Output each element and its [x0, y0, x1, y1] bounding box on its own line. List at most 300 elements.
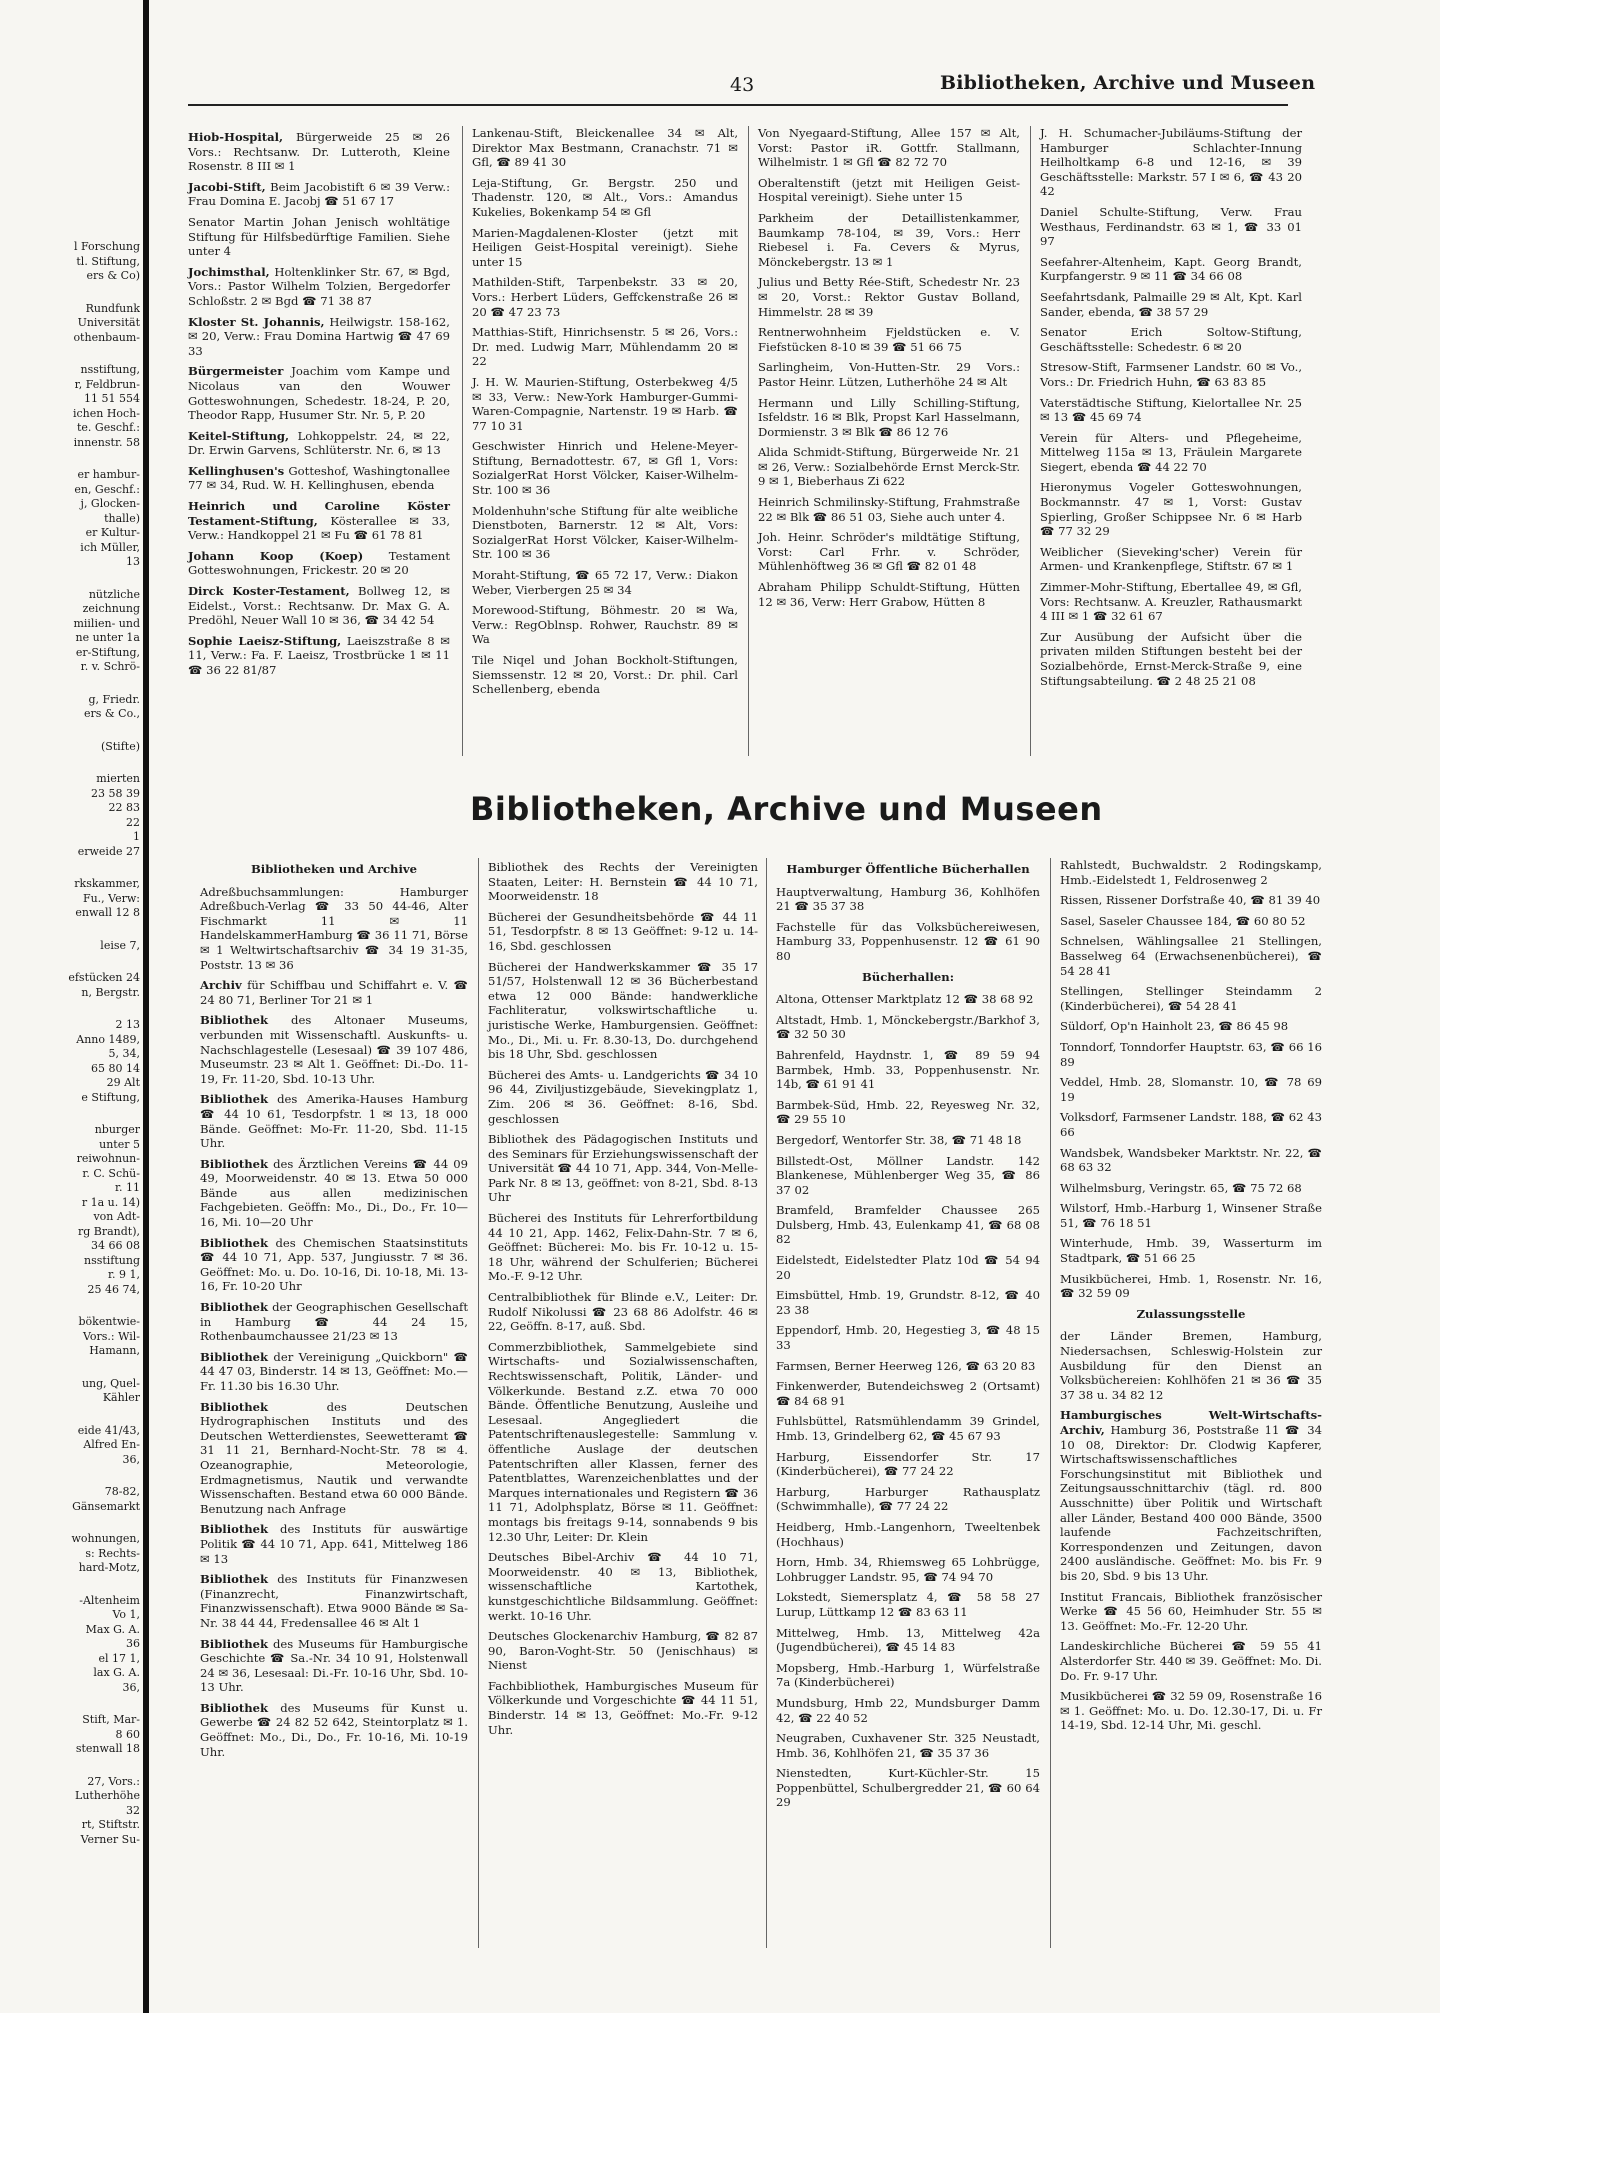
entry-text: J. H. W. Maurien-Stiftung, Osterbekweg 4/5 ✉ 33, Verw.: New-York Hamburger-Gummi-Waren-Compagnie, Nartenstr. 19 ✉ Harb. ☎ 77 10 31	[472, 374, 738, 433]
strip-line	[0, 450, 140, 468]
strip-line: leise 7,	[100, 938, 140, 952]
strip-line: n, Bergstr.	[81, 985, 140, 999]
entry-text: Bücherei der Gesundheitsbehörde ☎ 44 11 51, Tesdorpfstr. 8 ✉ 13 Geöffnet: 9-12 u. 14-16, Sbd. geschlossen	[488, 909, 758, 953]
entry-text: Neugraben, Cuxhavener Str. 325 Neustadt, Hmb. 36, Kohlhöfen 21, ☎ 35 37 36	[776, 1731, 1040, 1760]
directory-entry	[488, 1068, 758, 1126]
entry-text: Wilstorf, Hmb.-Harburg 1, Winsener Straße 51, ☎ 76 18 51	[1060, 1201, 1322, 1230]
entry-text: Heidberg, Hmb.-Langenhorn, Tweeltenbek (Hochhaus)	[776, 1519, 1040, 1549]
directory-entry	[1060, 1408, 1322, 1583]
entry-text: Stresow-Stift, Farmsener Landstr. 60 ✉ Vo., Vors.: Dr. Friedrich Huhn, ☎ 63 83 85	[1040, 360, 1302, 389]
directory-entry	[188, 265, 450, 309]
directory-entry	[758, 445, 1020, 489]
entry-text: Commerzbibliothek, Sammelgebiete sind Wirtschafts- und Sozialwissenschaften, Rechtswissenschaft, Politik, Länder- und Völkerkunde. Bestand z.Z. etwa 70 000 Bände. Öffentliche Benutzung, Ausleihe und Lesesaal. Angegliedert die Patentschriftenauslegestelle: Sammlung v. öffentliche Auslage der deutschen Patentschriften aller Klassen, ferner des Patentblattes, Warenzeichenblattes und der Marques internationales und Registern ☎ 36 11 71, Adolphsplatz, Börse ✉ 11. Geöffnet: montags bis freitags 9-14, sonnabends 9 bis 12.30 Uhr, Leiter: Dr. Klein	[488, 1339, 758, 1544]
strip-line: efstücken 24	[68, 971, 140, 984]
directory-entry	[758, 275, 1020, 319]
entry-text: des Altonaer Museums, verbunden mit Wissenschaftl. Auskunfts- u. Nachschlagestelle (Lesesaal) ☎ 39 107 486, Museumstr. 23 ✉ Alt 1. Geöffnet: Di.-Do. 11-19, Fr. 11-20, Sbd. 10-13 Uhr.	[200, 1013, 469, 1086]
entry-text: Parkheim der Detaillistenkammer, Baumkamp 78-104, ✉ 39, Vors.: Herr Riebesel i. Fa. Cevers & Myrus, Mönckebergstr. 13 ✉ 1	[758, 210, 1020, 269]
directory-entry	[776, 1154, 1040, 1198]
entry-name: Bibliothek	[200, 1522, 269, 1537]
strip-line: 22 83	[108, 801, 140, 814]
entry-text: Julius und Betty Rée-Stift, Schedestr Nr. 23 ✉ 20, Vorst.: Rektor Gustav Bolland, Himmelstr. 28 ✉ 39	[758, 275, 1020, 319]
entry-name: Bibliothek	[200, 1156, 269, 1171]
entry-name: Bibliothek	[200, 1092, 269, 1107]
directory-entry	[776, 1485, 1040, 1514]
directory-entry	[776, 1555, 1040, 1584]
strip-line	[0, 1406, 140, 1424]
directory-entry	[758, 325, 1020, 354]
directory-entry	[776, 992, 1040, 1007]
entry-name: Bibliothek	[200, 1235, 269, 1250]
directory-entry	[200, 1300, 468, 1344]
strip-line	[0, 953, 140, 971]
directory-entry	[776, 885, 1040, 914]
entry-name: Bibliothek	[200, 1399, 269, 1414]
strip-line: wohnungen,	[71, 1532, 140, 1545]
entry-name: Dirck Koster-Testament,	[188, 584, 350, 599]
entry-text: der Geographischen Gesellschaft in Hamburg ☎ 44 24 15, Rothenbaumchaussee 21/23 ✉ 13	[200, 1300, 468, 1344]
strip-line	[0, 722, 140, 740]
directory-entry	[188, 499, 450, 543]
entry-text: Barmbek-Süd, Hmb. 22, Reyesweg Nr. 32, ☎ 29 55 10	[776, 1097, 1040, 1127]
entry-text: Fuhlsbüttel, Ratsmühlendamm 39 Grindel, Hmb. 13, Grindelberg 62, ☎ 45 67 93	[776, 1414, 1040, 1443]
strip-line	[0, 1359, 140, 1377]
entry-text: Deutsches Bibel-Archiv ☎ 44 10 71, Moorweidenstr. 40 ✉ 13, Bibliothek, wissenschaftliche Kartothek, kunstgeschichtliche Bildsammlung. Geöffnet: werkt. 10-16 Uhr.	[488, 1550, 758, 1623]
directory-entry	[200, 1350, 468, 1394]
directory-entry	[1060, 1146, 1322, 1175]
strip-line: bökentwie-	[78, 1315, 140, 1328]
directory-entry	[1040, 630, 1302, 688]
entry-text: Harburg, Eissendorfer Str. 17 (Kinderbücherei), ☎ 77 24 22	[776, 1449, 1040, 1479]
directory-entry	[1040, 545, 1302, 574]
strip-line: hard-Motz,	[78, 1561, 140, 1574]
directory-entry	[776, 920, 1040, 964]
entry-text: Eppendorf, Hmb. 20, Hegestieg 3, ☎ 48 15 33	[776, 1323, 1040, 1353]
entry-text: Süldorf, Op'n Hainholt 23, ☎ 86 45 98	[1060, 1019, 1289, 1034]
entry-text: Holtenklinker Str. 67, ✉ Bgd, Vors.: Pastor Wilhelm Tolzien, Bergedorfer Schloßstr. 2 ✉ Bgd ☎ 71 38 87	[188, 264, 451, 308]
strip-line: e Stiftung,	[81, 1090, 140, 1104]
column-divider	[766, 858, 767, 1948]
strip-line: 1	[133, 830, 140, 843]
entry-text: Matthias-Stift, Hinrichsenstr. 5 ✉ 26, Vors.: Dr. med. Ludwig Marr, Mühlendamm 20 ✉ 22	[472, 325, 738, 369]
entry-name: Hamburgisches Welt-Wirtschafts-Archiv,	[1060, 1408, 1322, 1437]
strip-line: ers & Co)	[86, 269, 140, 282]
entry-text: Musikbücherei, Hmb. 1, Rosenstr. Nr. 16, ☎ 32 59 09	[1060, 1271, 1322, 1301]
page-number: 43	[730, 74, 755, 96]
directory-entry	[200, 1400, 468, 1517]
entry-text: Geschwister Hinrich und Helene-Meyer-Stiftung, Bernadottestr. 67, ✉ Gfl 1, Vors: SozialgerRat Horst Völcker, Kaiser-Wilhelm-Str. 100 ✉ 36	[472, 439, 738, 498]
strip-line: unter 5	[99, 1137, 140, 1151]
entry-name: Bibliothek	[200, 1300, 269, 1315]
strip-line: Gänsemarkt	[72, 1499, 140, 1513]
entry-text: Joh. Heinr. Schröder's mildtätige Stiftung, Vorst: Carl Frhr. v. Schröder, Mühlenhöftweg 36 ✉ Gfl ☎ 82 01 48	[758, 530, 1020, 574]
bottom-column-4	[1060, 858, 1322, 1739]
directory-entry	[1060, 1329, 1322, 1402]
entry-text: Marien-Magdalenen-Kloster (jetzt mit Heiligen Geist-Hospital vereinigt). Siehe unter 15	[472, 225, 738, 269]
strip-line: Kähler	[102, 1391, 140, 1404]
page-43	[150, 0, 1440, 2013]
directory-entry	[758, 176, 1020, 205]
strip-line: thalle)	[104, 511, 140, 525]
directory-entry	[1060, 1272, 1322, 1301]
entry-text: Von Nyegaard-Stiftung, Allee 157 ✉ Alt, Vorst: Pastor iR. Gottfr. Stallmann, Wilhelmistr. 1 ✉ Gfl ☎ 82 72 70	[758, 126, 1020, 170]
entry-text: Heinrich Schmilinsky-Stiftung, Frahmstraße 22 ✉ Blk ☎ 86 51 03, Siehe auch unter 4.	[758, 495, 1020, 524]
column-subheading: Bibliotheken und Archive	[251, 862, 417, 876]
directory-entry	[1060, 1110, 1322, 1139]
directory-entry	[188, 549, 450, 578]
strip-line: 78-82,	[104, 1485, 140, 1498]
directory-entry	[472, 325, 738, 369]
strip-line: te. Geschf.:	[77, 421, 140, 434]
entry-text: Bücherei des Amts- u. Landgerichts ☎ 34 10 96 44, Ziviljustizgebäude, Sievekingplatz 1, Zim. 206 ✉ 36. Geöffnet: 8-16, Sbd. geschlossen	[488, 1067, 758, 1126]
directory-entry	[188, 464, 450, 493]
directory-entry	[1060, 1040, 1322, 1069]
entry-text: Kösterallee ✉ 33, Verw.: Handkoppel 21 ✉ Fu ☎ 61 78 81	[188, 513, 451, 543]
strip-line: rg Brandt),	[77, 1224, 140, 1238]
entry-text: des Museums für Hamburgische Geschichte ☎ Sa.-Nr. 34 10 91, Holstenwall 24 ✉ 36, Lesesaal: Di.-Fr. 10-16 Uhr, Sbd. 10-13 Uhr.	[200, 1636, 469, 1695]
directory-entry	[188, 364, 450, 422]
directory-entry	[200, 1013, 468, 1086]
previous-page-text	[0, 240, 140, 1847]
entry-text: Stellingen, Stellinger Steindamm 2 (Kinderbücherei), ☎ 54 28 41	[1060, 984, 1322, 1013]
strip-line	[0, 1576, 140, 1594]
strip-line: 36	[126, 1637, 140, 1650]
directory-entry	[472, 653, 738, 697]
directory-entry	[758, 360, 1020, 389]
directory-entry	[776, 1450, 1040, 1479]
strip-line: Rundfunk	[85, 301, 140, 315]
directory-entry	[472, 176, 738, 220]
entry-text: Heilwigstr. 158-162, ✉ 20, Verw.: Frau Domina Hartwig ☎ 47 69 33	[188, 314, 450, 358]
strip-line: Alfred En-	[83, 1438, 140, 1451]
bottom-column-3	[776, 858, 1040, 1816]
directory-entry	[776, 1288, 1040, 1317]
directory-entry	[488, 1550, 758, 1623]
directory-entry	[1040, 396, 1302, 425]
entry-text: Veddel, Hmb. 28, Slomanstr. 10, ☎ 78 69 19	[1060, 1075, 1322, 1104]
directory-entry	[188, 130, 450, 174]
strip-line	[0, 1695, 140, 1713]
entry-text: des Deutschen Hydrographischen Instituts und des Deutschen Wetterdienstes, Seewetteramt ☎ 31 11 21, Bernhard-Nocht-Str. 78 ✉ 4. Ozeanographie, Meteorologie, Erdmagnetismus, Nautik und verwandte Wissenschaften. Bestand etwa 60 000 Bände. Benutzung nach Anfrage	[200, 1399, 468, 1516]
directory-entry	[1060, 1019, 1322, 1034]
entry-text: Altona, Ottenser Marktplatz 12 ☎ 38 68 92	[776, 992, 1034, 1007]
entry-text: Bücherei der Handwerkskammer ☎ 35 17 51/57, Holstenwall 12 ✉ 36 Bücherbestand etwa 12 000 Bände: handwerkliche Fachliteratur, volkswirtschaftliche u. juristische Werke, Hamburgensien. Geöffnet: Mo., Di., Mi. u. Fr. 8.30-13, Do. durchgehend bis 18 Uhr, Sbd. geschlossen	[488, 959, 758, 1062]
entry-text: Bibliothek des Pädagogischen Instituts und des Seminars für Erziehungswissenschaft der Universität ☎ 44 10 71, App. 344, Von-Melle-Park Nr. 8 ✉ 13, geöffnet: von 8-21, Sbd. 8-13 Uhr	[488, 1132, 758, 1205]
strip-line: nützliche	[88, 587, 140, 601]
directory-entry	[472, 603, 738, 647]
entry-text: des Museums für Kunst u. Gewerbe ☎ 24 82 52 642, Steintorplatz ✉ 1. Geöffnet: Mo., Di., Do., Fr. 10-16, Mi. 10-19 Uhr.	[200, 1700, 468, 1759]
directory-entry	[776, 1098, 1040, 1127]
entry-text: Hermann und Lilly Schilling-Stiftung, Isfeldstr. 16 ✉ Blk, Propst Karl Hasselmann, Dormienstr. 3 ✉ Blk ☎ 86 12 76	[758, 395, 1020, 439]
strip-line: r 1a u. 14)	[81, 1195, 140, 1209]
strip-line: reiwohnun-	[76, 1152, 140, 1165]
directory-entry	[758, 495, 1020, 524]
top-column-4	[1040, 126, 1302, 694]
entry-text: Sasel, Saseler Chaussee 184, ☎ 60 80 52	[1060, 913, 1306, 928]
strip-line: miilien- und	[73, 616, 140, 630]
directory-entry	[188, 215, 450, 259]
strip-line: r. v. Schrö-	[80, 660, 140, 673]
strip-line	[0, 284, 140, 302]
previous-page-strip	[0, 0, 140, 2013]
directory-entry	[1060, 934, 1322, 978]
entry-text: Bahrenfeld, Haydnstr. 1, ☎ 89 59 94 Barmbek, Hmb. 33, Poppenhusenstr. Nr. 14b, ☎ 61 91 41	[776, 1047, 1040, 1092]
subheading: Bücherhallen:	[861, 969, 955, 984]
entry-text: Bergedorf, Wentorfer Str. 38, ☎ 71 48 18	[776, 1132, 1022, 1147]
strip-line: rt, Stiftstr.	[81, 1818, 140, 1831]
strip-line: Max G. A.	[85, 1622, 140, 1636]
strip-line: g, Friedr.	[88, 692, 140, 706]
entry-text: Seefahrtsdank, Palmaille 29 ✉ Alt, Kpt. Karl Sander, ebenda, ☎ 38 57 29	[1040, 289, 1302, 319]
directory-entry	[1060, 1236, 1322, 1265]
strip-line: ichen Hoch-	[72, 406, 140, 420]
top-column-2	[472, 126, 738, 703]
entry-text: Senator Erich Soltow-Stiftung, Geschäftsstelle: Schedestr. 6 ✉ 20	[1040, 325, 1302, 354]
entry-text: Tonndorf, Tonndorfer Hauptstr. 63, ☎ 66 16 89	[1060, 1039, 1322, 1069]
directory-entry	[188, 180, 450, 209]
entry-text: Landeskirchliche Bücherei ☎ 59 55 41 Alsterdorfer Str. 440 ✉ 39. Geöffnet: Mo. Di. Do. Fr. 9-17 Uhr.	[1060, 1639, 1322, 1683]
strip-line: en, Geschf.:	[74, 482, 140, 496]
entry-text: Musikbücherei ☎ 32 59 09, Rosenstraße 16 ✉ 1. Geöffnet: Mo. u. Do. 12.30-17, Di. u. Fr 14-19, Sbd. 12-14 Uhr, Mi. geschl.	[1060, 1689, 1322, 1733]
directory-entry	[1040, 431, 1302, 475]
directory-entry	[488, 860, 758, 904]
strip-line: -Altenheim	[79, 1593, 140, 1607]
strip-line	[0, 345, 140, 363]
top-column-1	[188, 130, 450, 684]
directory-entry	[776, 1133, 1040, 1148]
entry-text: Centralbibliothek für Blinde e.V., Leiter: Dr. Rudolf Nikolussi ☎ 23 68 86 Adolfstr. 46 ✉ 22, Geöffn. 8-17, auß. Sbd.	[488, 1290, 758, 1334]
entry-text: Eidelstedt, Eidelstedter Platz 10d ☎ 54 94 20	[776, 1253, 1040, 1282]
entry-text: Nienstedten, Kurt-Küchler-Str. 15 Poppenbüttel, Schulbergredder 21, ☎ 60 64 29	[776, 1766, 1040, 1810]
directory-entry	[1060, 1075, 1322, 1104]
strip-line: 23 58 39	[91, 786, 140, 800]
strip-line	[0, 1467, 140, 1485]
directory-entry	[188, 634, 450, 678]
directory-entry	[776, 1766, 1040, 1810]
directory-entry	[1040, 255, 1302, 284]
entry-text: Volksdorf, Farmsener Landstr. 188, ☎ 62 43 66	[1060, 1110, 1322, 1139]
directory-entry	[758, 580, 1020, 609]
entry-name: Bibliothek	[200, 1700, 269, 1715]
entry-text: Horn, Hmb. 34, Rhiemsweg 65 Lohbrügge, Lohbrugger Landstr. 95, ☎ 74 94 70	[776, 1555, 1040, 1584]
entry-text: des Instituts für Finanzwesen (Finanzrecht, Finanzwirtschaft, Finanzwissenschaft). Etwa 9000 Bände ✉ Sa-Nr. 38 44 44, Fredensallee 46 ✉ Alt 1	[200, 1572, 468, 1630]
entry-text: Zimmer-Mohr-Stiftung, Ebertallee 49, ✉ Gfl, Vors: Rechtsanw. A. Kreuzler, Rathausmarkt 4 III ✉ 1 ☎ 32 61 67	[1040, 580, 1302, 624]
strip-line	[0, 1757, 140, 1775]
subheading: Zulassungsstelle	[1136, 1306, 1246, 1321]
strip-line: r. 9 1,	[107, 1268, 140, 1281]
entry-name: Bibliothek	[200, 1636, 269, 1651]
entry-name: Bibliothek	[200, 1572, 269, 1587]
strip-line: Verner Su-	[80, 1832, 140, 1846]
strip-line: er Kultur-	[85, 526, 140, 539]
strip-line: r. 11	[114, 1181, 140, 1194]
entry-text: Testament Gotteswohnungen, Frickestr. 20 ✉ 20	[188, 548, 450, 578]
strip-line: nburger	[94, 1123, 140, 1136]
entry-text: Tile Niqel und Johan Bockholt-Stiftungen, Siemssenstr. 12 ✉ 20, Vorst.: Dr. phil. Carl Schellenberg, ebenda	[472, 653, 738, 697]
strip-line: Vo 1,	[112, 1608, 140, 1621]
entry-text: des Chemischen Staatsinstituts ☎ 44 10 71, App. 537, Jungiusstr. 7 ✉ 36. Geöffnet: Mo. u. Do. 10-16, Di. 10-18, Mi. 13-16, Fr. 10-20 Uhr	[200, 1235, 468, 1294]
strip-line: 29 Alt	[106, 1076, 140, 1089]
strip-line: Fu., Verw:	[82, 891, 140, 905]
directory-entry	[776, 1696, 1040, 1725]
strip-line: othenbaum-	[73, 330, 140, 344]
entry-text: Hamburg 36, Poststraße 11 ☎ 34 10 08, Direktor: Dr. Clodwig Kapferer, Wirtschaftswissenschaftliches Forschungsinstitut mit Bibliothek und Zeitungsausschnittarchiv (tägl. rd. 800 Ausschnitte) über Politik und Wirtschaft aller Länder, Bestand 400 000 Bände, 3500 laufende Fachzeitschriften, Korrespondenzen und Zeitungen, davon 2400 ausländische. Geöffnet: Mo. bis Fr. 9 bis 20, Sbd. 9 bis 13 Uhr.	[1060, 1423, 1322, 1583]
directory-entry	[488, 960, 758, 1062]
entry-text: Eimsbüttel, Hmb. 19, Grundstr. 8-12, ☎ 40 23 38	[776, 1288, 1040, 1317]
strip-line: s: Rechts-	[85, 1546, 140, 1560]
strip-line: r. C. Schü-	[82, 1166, 140, 1180]
strip-line: ne unter 1a	[75, 631, 140, 644]
entry-text: Gotteshof, Washingtonallee 77 ✉ 34, Rud. W. H. Kellinghusen, ebenda	[188, 463, 450, 493]
strip-line: nsstiftung	[83, 1253, 140, 1267]
column-divider	[748, 126, 749, 756]
entry-name: Kellinghusen's	[188, 463, 285, 478]
header-rule	[188, 104, 1288, 106]
strip-line: stenwall 18	[75, 1742, 140, 1755]
directory-entry	[188, 429, 450, 458]
entry-text: Mittelweg, Hmb. 13, Mittelweg 42a (Jugendbücherei), ☎ 45 14 83	[776, 1625, 1040, 1655]
strip-line	[0, 921, 140, 939]
entry-text: Deutsches Glockenarchiv Hamburg, ☎ 82 87 90, Baron-Voght-Str. 50 (Jenischhaus) ✉ Nienst	[488, 1629, 758, 1673]
directory-entry	[1060, 893, 1322, 908]
strip-line	[0, 754, 140, 772]
directory-entry	[758, 126, 1020, 170]
strip-line: 8 60	[115, 1727, 140, 1741]
entry-name: Sophie Laeisz-Stiftung,	[188, 633, 342, 648]
directory-entry	[776, 1590, 1040, 1619]
entry-text: der Vereinigung „Quickborn" ☎ 44 47 03, Binderstr. 14 ✉ 13, Geöffnet: Mo.—Fr. 11.30 bis 16.30 Uhr.	[200, 1349, 468, 1393]
entry-text: Fachbibliothek, Hamburgisches Museum für Völkerkunde und Vorgeschichte ☎ 44 11 51, Binderstr. 14 ✉ 13, Geöffnet: Mo.-Fr. 9-12 Uhr.	[488, 1678, 758, 1737]
entry-text: Oberaltenstift (jetzt mit Heiligen Geist-Hospital vereinigt). Siehe unter 15	[758, 175, 1020, 205]
strip-line: 36,	[122, 1452, 140, 1466]
entry-text: des Ärztlichen Vereins ☎ 44 09 49, Moorweidenstr. 40 ✉ 13. Etwa 50 000 Bände aus allen medizinischen Fachgebieten. Geöffn: Mo., Di., Do., Fr. 10—16, Mi. 10—20 Uhr	[200, 1156, 468, 1230]
directory-entry	[776, 1253, 1040, 1282]
entry-text: Hauptverwaltung, Hamburg 36, Kohlhöfen 21 ☎ 35 37 38	[776, 884, 1040, 914]
directory-entry	[758, 211, 1020, 269]
strip-line: Lutherhöhe	[75, 1789, 140, 1802]
directory-entry	[1040, 126, 1302, 199]
strip-line: er-Stiftung,	[75, 645, 140, 659]
strip-line	[0, 675, 140, 693]
entry-text: Zur Ausübung der Aufsicht über die privaten milden Stiftungen besteht bei der Sozialbehörde, Ernst-Merck-Straße 9, eine Stiftungsabteilung. ☎ 2 48 25 21 08	[1040, 629, 1302, 688]
strip-line: r, Feldbrun-	[74, 377, 140, 391]
directory-entry	[472, 439, 738, 497]
directory-entry	[472, 375, 738, 433]
directory-entry	[1040, 580, 1302, 624]
entry-text: Lankenau-Stift, Bleickenallee 34 ✉ Alt, Direktor Max Bestmann, Cranachstr. 71 ✉ Gfl, ☎ 89 41 30	[472, 126, 738, 170]
strip-line: 32	[126, 1803, 140, 1817]
strip-line: 27, Vors.:	[87, 1774, 140, 1788]
directory-entry	[1040, 325, 1302, 354]
entry-text: des Amerika-Hauses Hamburg ☎ 44 10 61, Tesdorpfstr. 1 ✉ 13, 18 000 Bände. Geöffnet: Mo-Fr. 11-20, Sbd. 11-15 Uhr.	[200, 1092, 468, 1151]
strip-line: Stift, Mar-	[82, 1713, 140, 1726]
directory-entry	[776, 1048, 1040, 1092]
entry-text: Institut Francais, Bibliothek französischer Werke ☎ 45 56 60, Heimhuder Str. 55 ✉ 13. Geöffnet: Mo.-Fr. 12-20 Uhr.	[1060, 1589, 1322, 1633]
directory-entry	[488, 1132, 758, 1205]
directory-entry	[776, 1323, 1040, 1352]
entry-text: Adreßbuchsammlungen: Hamburger Adreßbuch-Verlag ☎ 33 50 44-46, Alter Fischmarkt 11 ✉ 11 HandelskammerHamburg ☎ 36 11 71, Börse ✉ 1 Weltwirtschaftsarchiv ☎ 34 19 31-35, Poststr. 13 ✉ 36	[200, 884, 468, 972]
strip-line: 5, 34,	[108, 1047, 140, 1060]
directory-entry	[188, 315, 450, 359]
entry-text: Alida Schmidt-Stiftung, Bürgerweide Nr. 21 ✉ 26, Verw.: Sozialbehörde Ernst Merck-Str. 9 ✉ 1, Bieberhaus Zi 622	[758, 445, 1020, 489]
bottom-column-2	[488, 860, 758, 1743]
entry-text: Morewood-Stiftung, Böhmestr. 20 ✉ Wa, Verw.: RegOblnsp. Rohwer, Rauchstr. 89 ✉ Wa	[472, 603, 738, 647]
entry-text: Laeiszstraße 8 ✉ 11, Verw.: Fa. F. Laeisz, Trostbrücke 1 ✉ 11 ☎ 36 22 81/87	[188, 633, 450, 677]
directory-entry	[488, 1290, 758, 1334]
strip-line: j, Glocken-	[80, 497, 140, 510]
entry-text: Bollweg 12, ✉ Eidelst., Vorst.: Rechtsanw. Dr. Max G. A. Predöhl, Neuer Wall 10 ✉ 36, ☎ 34 42 54	[188, 584, 450, 628]
strip-line: Anno 1489,	[76, 1032, 140, 1046]
strip-line: 36,	[122, 1680, 140, 1694]
directory-entry	[776, 1013, 1040, 1042]
directory-entry	[200, 1637, 468, 1695]
directory-entry	[776, 1626, 1040, 1655]
entry-text: Harburg, Harburger Rathausplatz (Schwimmhalle), ☎ 77 24 22	[776, 1484, 1040, 1514]
directory-entry	[776, 1359, 1040, 1374]
strip-line: ich Müller,	[80, 540, 140, 554]
entry-text: Abraham Philipp Schuldt-Stiftung, Hütten 12 ✉ 36, Verw: Herr Grabow, Hütten 8	[758, 580, 1020, 609]
directory-entry	[472, 275, 738, 319]
section-title: Bibliotheken, Archive und Museen	[470, 790, 1103, 828]
column-divider	[462, 126, 463, 756]
strip-line: nsstiftung,	[80, 363, 140, 376]
entry-text: Rahlstedt, Buchwaldstr. 2 Rodingskamp, Hmb.-Eidelstedt 1, Feldrosenweg 2	[1060, 858, 1322, 887]
entry-name: Keitel-Stiftung,	[188, 428, 290, 443]
strip-line: 34 66 08	[91, 1239, 140, 1252]
strip-line	[0, 1000, 140, 1018]
directory-entry	[200, 1522, 468, 1566]
entry-name: Hiob-Hospital,	[188, 130, 284, 144]
strip-line: erweide 27	[77, 844, 140, 858]
entry-text: Schnelsen, Wählingsallee 21 Stellingen, Basselweg 64 (Erwachsenenbücherei), ☎ 54 28 41	[1060, 934, 1322, 978]
entry-text: Rissen, Rissener Dorfstraße 40, ☎ 81 39 40	[1060, 893, 1321, 908]
top-column-3	[758, 126, 1020, 615]
entry-text: des Instituts für auswärtige Politik ☎ 44 10 71, App. 641, Mittelweg 186 ✉ 13	[200, 1522, 469, 1566]
entry-name: Archiv	[200, 978, 242, 993]
directory-entry	[1060, 858, 1322, 887]
strip-line: eide 41/43,	[77, 1423, 140, 1437]
strip-line: tl. Stiftung,	[76, 254, 140, 268]
directory-entry	[1040, 205, 1302, 249]
column-subheading: Hamburger Öffentliche Bücherhallen	[786, 862, 1030, 876]
strip-line: (Stifte)	[100, 739, 140, 753]
column-divider	[1050, 858, 1051, 1948]
entry-text: Mundsburg, Hmb 22, Mundsburger Damm 42, ☎ 22 40 52	[776, 1695, 1040, 1725]
directory-entry	[776, 1520, 1040, 1549]
strip-line	[0, 1514, 140, 1532]
directory-entry	[200, 1572, 468, 1630]
bottom-column-1	[200, 858, 468, 1765]
entry-name: Jacobi-Stift,	[188, 179, 266, 194]
entry-text: Leja-Stiftung, Gr. Bergstr. 250 und Thadenstr. 120, ✉ Alt., Vors.: Amandus Kukelies, Bokenkamp 54 ✉ Gfl	[472, 175, 738, 219]
directory-entry	[488, 1211, 758, 1284]
strip-line: mierten	[96, 772, 140, 785]
running-title: Bibliotheken, Archive und Museen	[940, 72, 1316, 94]
entry-text: Sarlingheim, Von-Hutten-Str. 29 Vors.: Pastor Heinr. Lützen, Lutherhöhe 24 ✉ Alt	[758, 360, 1020, 389]
entry-text: Wilhelmsburg, Veringstr. 65, ☎ 75 72 68	[1060, 1180, 1302, 1195]
entry-text: Rentnerwohnheim Fjeldstücken e. V. Fiefstücken 8-10 ✉ 39 ☎ 51 66 75	[758, 325, 1020, 354]
directory-entry	[472, 568, 738, 597]
entry-text: für Schiffbau und Schiffahrt e. V. ☎ 24 80 71, Berliner Tor 21 ✉ 1	[200, 978, 468, 1007]
strip-line: enwall 12 8	[75, 906, 140, 919]
entry-name: Johann Koop (Koep)	[188, 548, 364, 563]
directory-entry	[1060, 914, 1322, 929]
strip-line: innenstr. 58	[73, 435, 140, 449]
directory-entry	[1060, 1590, 1322, 1634]
entry-text: Bürgerweide 25 ✉ 26 Vors.: Rechtsanw. Dr. Lutteroth, Kleine Rosenstr. 8 III ✉ 1	[188, 130, 451, 174]
directory-entry	[200, 1157, 468, 1230]
entry-name: Kloster St. Johannis,	[188, 314, 325, 329]
directory-entry	[1060, 984, 1322, 1013]
